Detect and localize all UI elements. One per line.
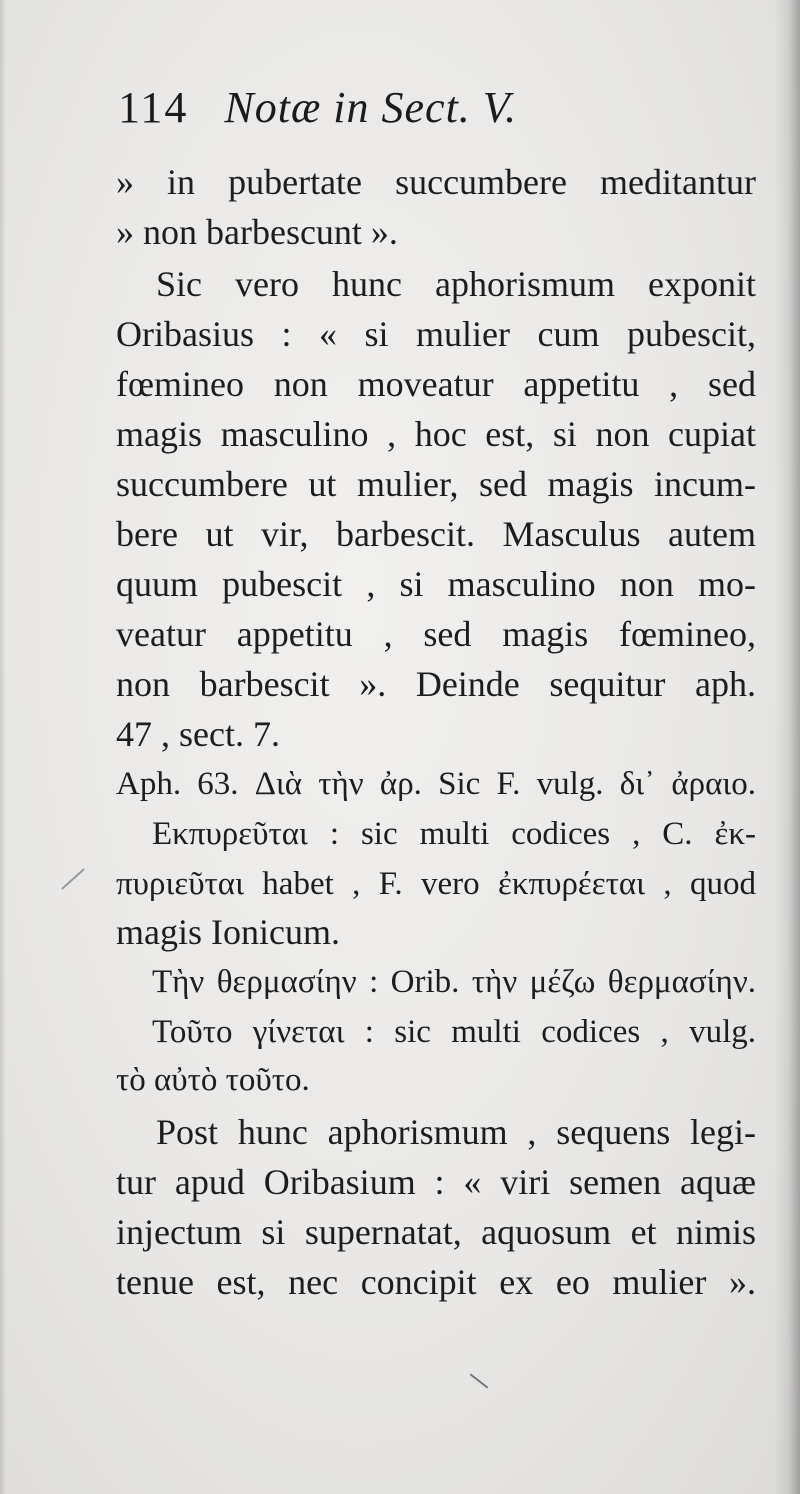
page-number: 114 <box>118 83 189 132</box>
running-head <box>118 82 517 133</box>
text-line: 47 , sect. 7. <box>116 714 280 754</box>
text-line: Oribasius : « si mulier cum pubescit, <box>116 314 756 354</box>
note-line: Εκπυρεῦται : sic multi codices , C. ἐκ- <box>152 816 756 852</box>
text-line: fœmineo non moveatur appetitu , sed <box>116 364 756 404</box>
note-line: Τοῦτο γίνεται : sic multi codices , vulg. <box>152 1014 756 1050</box>
note-line: Τὴν θερμασίην : Orib. τὴν μέζω θερμασίην. <box>152 964 756 1000</box>
text-line: quum pubescit , si masculino non mo- <box>116 564 756 604</box>
stray-pen-mark <box>61 868 85 890</box>
text-line: non barbescit ». Deinde sequitur aph. <box>116 664 756 704</box>
text-line: » in pubertate succumbere meditantur <box>116 162 756 202</box>
note-line: τὸ αὐτὸ τοῦτο. <box>116 1062 310 1098</box>
text-line: bere ut vir, barbescit. Masculus autem <box>116 514 756 554</box>
text-line: injectum si supernatat, aquosum et nimis <box>116 1212 756 1252</box>
text-line: veatur appetitu , sed magis fœmineo, <box>116 614 756 654</box>
note-line: magis Ionicum. <box>116 912 340 952</box>
note-line: Aph. 63. Διὰ τὴν ἀρ. Sic F. vulg. δι᾽ ἀραιο. <box>116 766 756 802</box>
text-line: tur apud Oribasium : « viri semen aquæ <box>116 1162 756 1202</box>
running-title: Notæ in Sect. V. <box>224 83 518 132</box>
text-line: tenue est, nec concipit ex eo mulier ». <box>116 1262 756 1302</box>
text-line: Sic vero hunc aphorismum exponit <box>156 264 756 304</box>
stray-pen-mark <box>470 1373 489 1388</box>
text-line: » non barbescunt ». <box>116 212 398 252</box>
text-line: Post hunc aphorismum , sequens legi- <box>156 1112 756 1152</box>
page-left-edge-shadow <box>0 0 6 1494</box>
note-line: πυριεῦται habet , F. vero ἐκπυρέεται , quod <box>116 866 756 902</box>
page-gutter-shadow <box>774 0 800 1494</box>
text-line: magis masculino , hoc est, si non cupiat <box>116 414 756 454</box>
text-line: succumbere ut mulier, sed magis incum- <box>116 464 756 504</box>
